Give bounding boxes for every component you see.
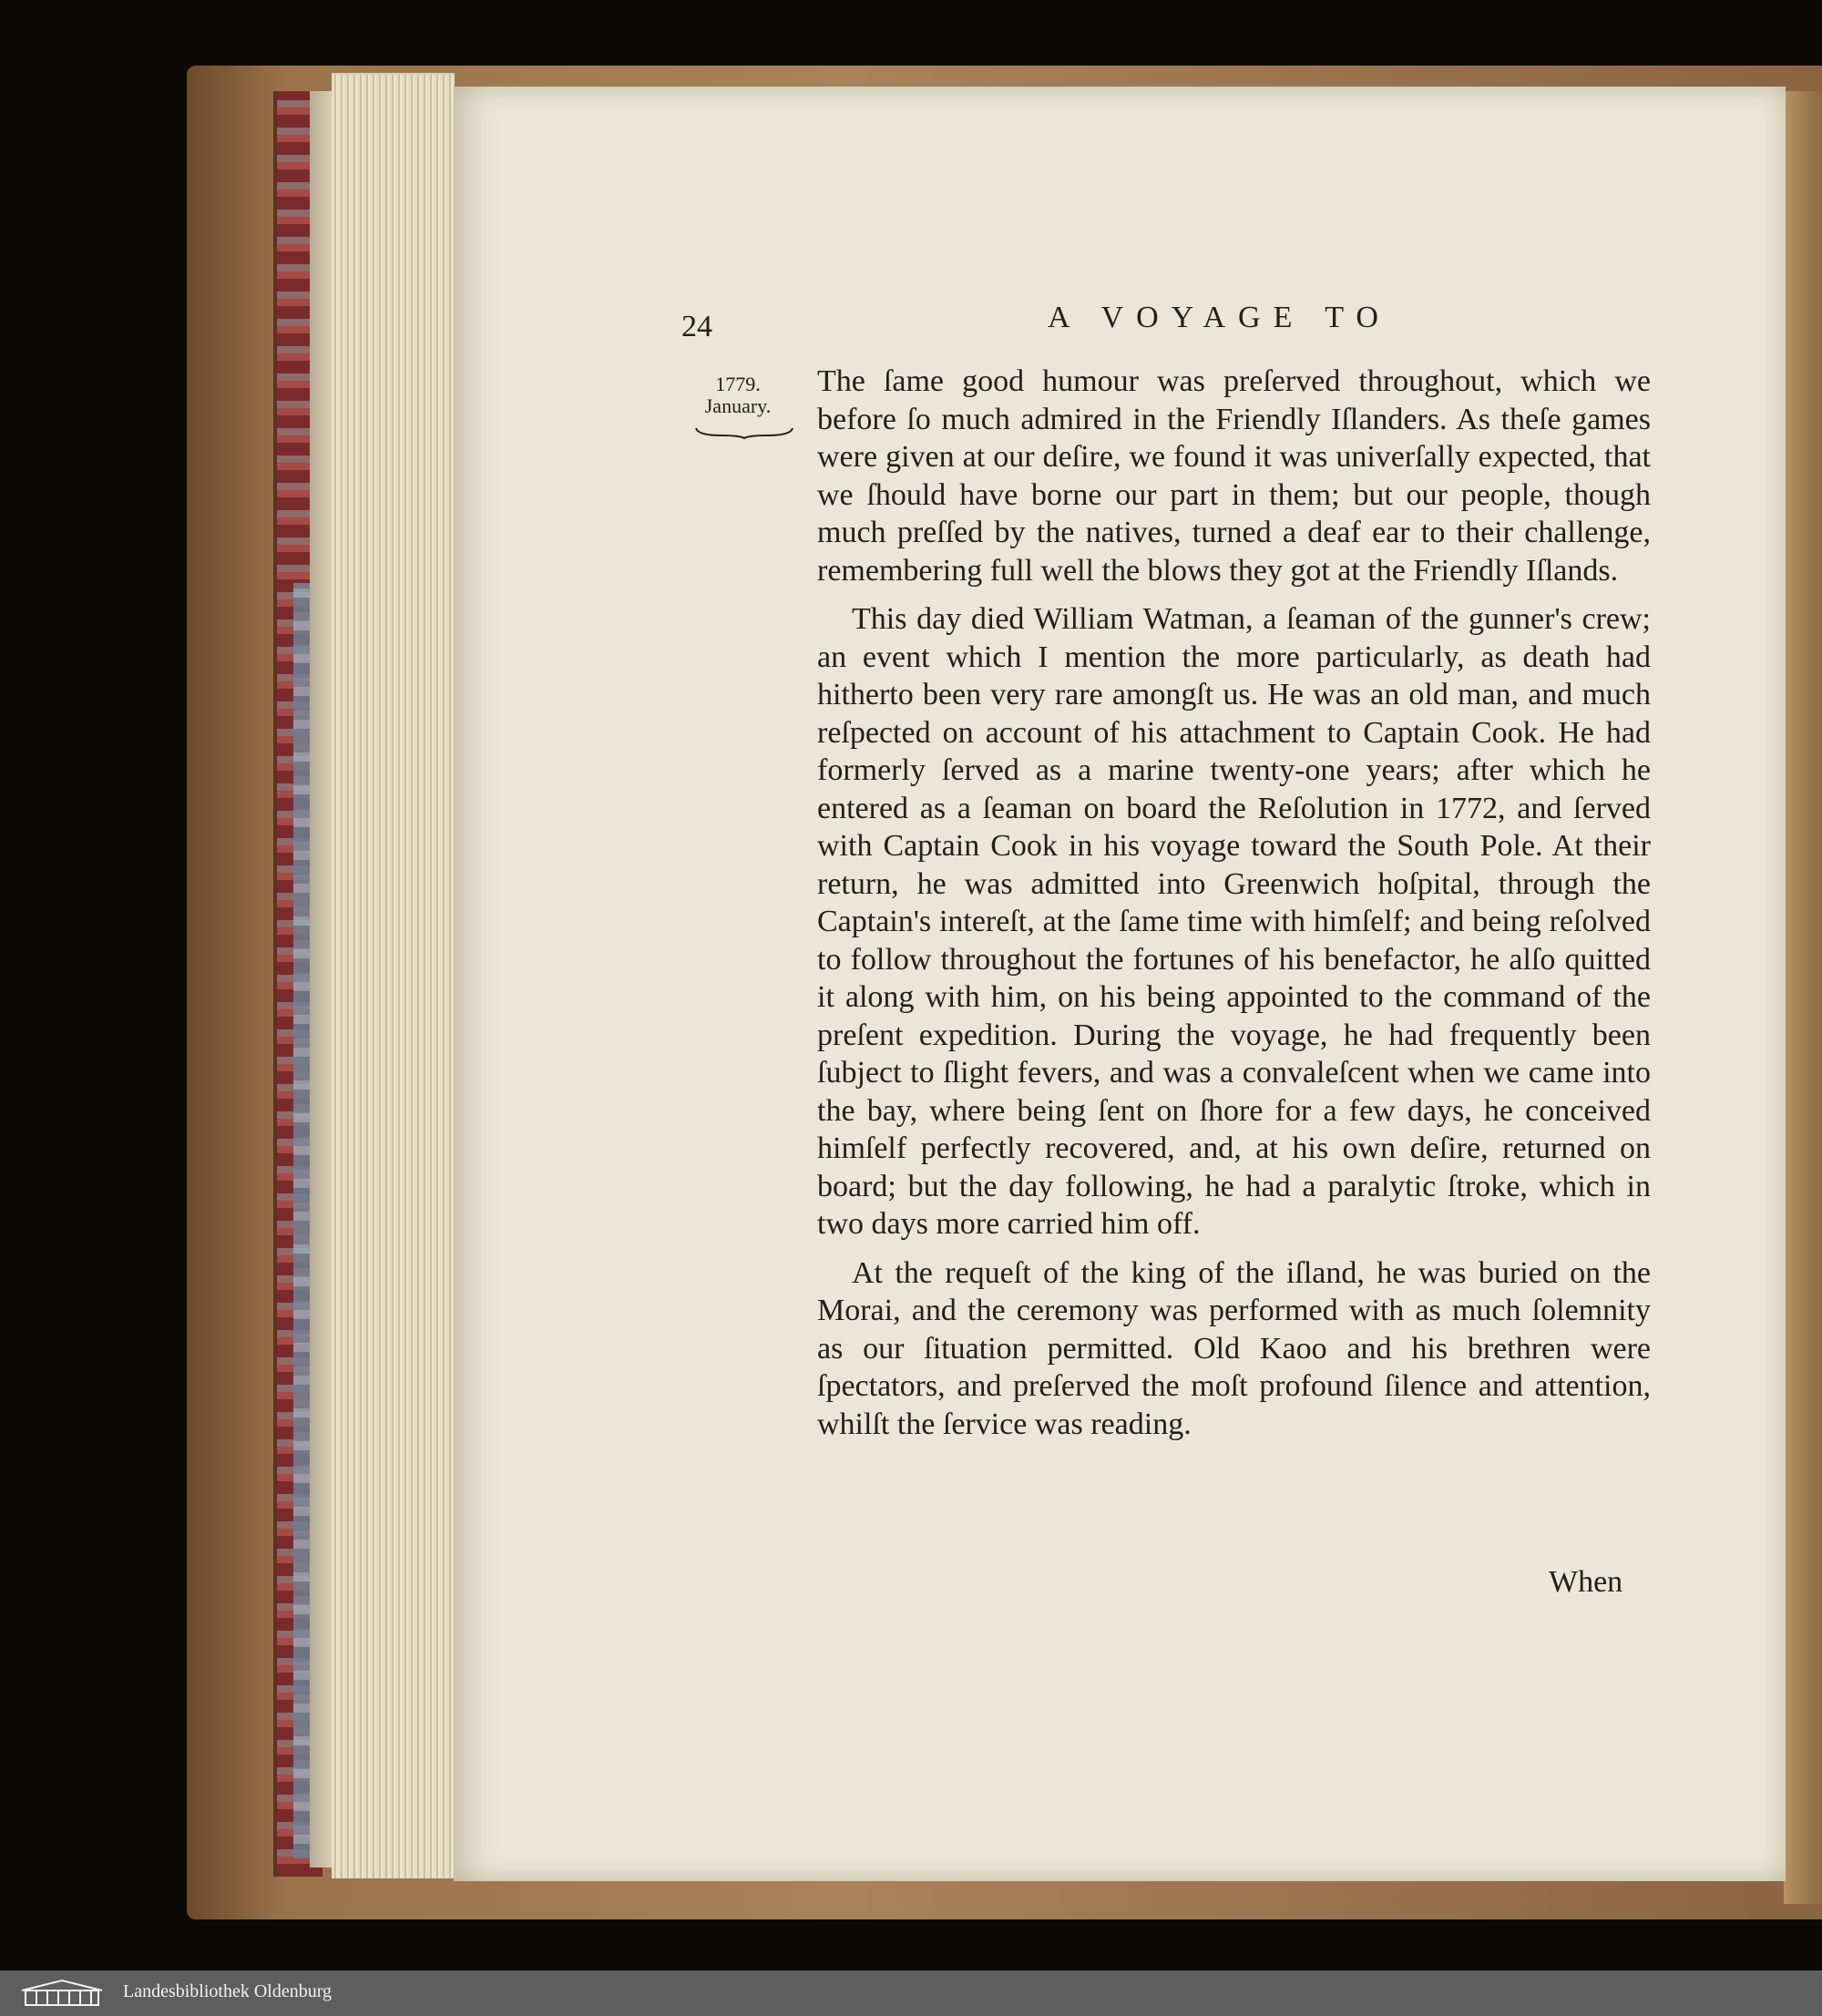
library-building-icon [16, 1978, 107, 2009]
library-name: Landesbibliothek Oldenburg [123, 1981, 333, 2001]
endpaper [310, 91, 332, 1868]
margin-brace [694, 426, 794, 439]
paragraph: At the requeſt of the king of the iſland, he was buried on the Morai, and the ceremony was performed with as much ſolemnity as our ſituation permitted. Old Kaoo and his brethren were ſpectators, and preſerved the moſt profound ſilence and attention, whilſt the ſervice was reading. [817, 1255, 1651, 1441]
page-stack-edge [332, 73, 455, 1878]
library-footer [0, 1970, 1822, 2016]
book-cover-right [1784, 91, 1822, 1904]
paragraph: This day died William Watman, a ſeaman of the gunner's crew; an event which I mention the more particularly, as death had hitherto been very rare amongſt us. He was an old man, and much reſpected on account of his attachment to Captain Cook. He had formerly ſerved as a marine twenty-one years; after which he entered as a ſeaman on board the Reſolution in 1772, and ſerved with Captain Cook in his voyage toward the South Pole. At their return, he was admitted into Greenwich hoſpital, through the Captain's intereſt, at the ſame time with himſelf; and being reſolved to follow throughout the fortunes of his benefactor, he alſo quitted it along with him, on his being appointed to the command of the preſent expedition. During the voyage, he had frequently been ſubject to ſlight fevers, and was a convaleſcent when we came into the bay, where being ſent on ſhore for a few days, he conceived himſelf perfectly recovered, and, at his own deſire, returned on board; but the day following, he had a paralytic ſtroke, which in two days more carried him off. [817, 602, 1651, 1241]
running-head: A VOYAGE TO [1048, 301, 1391, 334]
margin-note [688, 374, 788, 417]
page-number: 24 [681, 310, 712, 343]
body-text [817, 363, 1651, 1454]
margin-year: 1779. [715, 373, 761, 395]
margin-month: January. [704, 394, 772, 417]
catchword: When [1549, 1565, 1623, 1599]
paragraph: The ſame good humour was preſerved throughout, which we before ſo much admired in the Friendly Iſlanders. As theſe games were given at our deſire, we found it was univerſally expected, that we ſhould have borne our part in them; but our people, though much preſſed by the natives, turned a deaf ear to their challenge, remembering full well the blows they got at the Friendly Iſlands. [817, 364, 1651, 588]
